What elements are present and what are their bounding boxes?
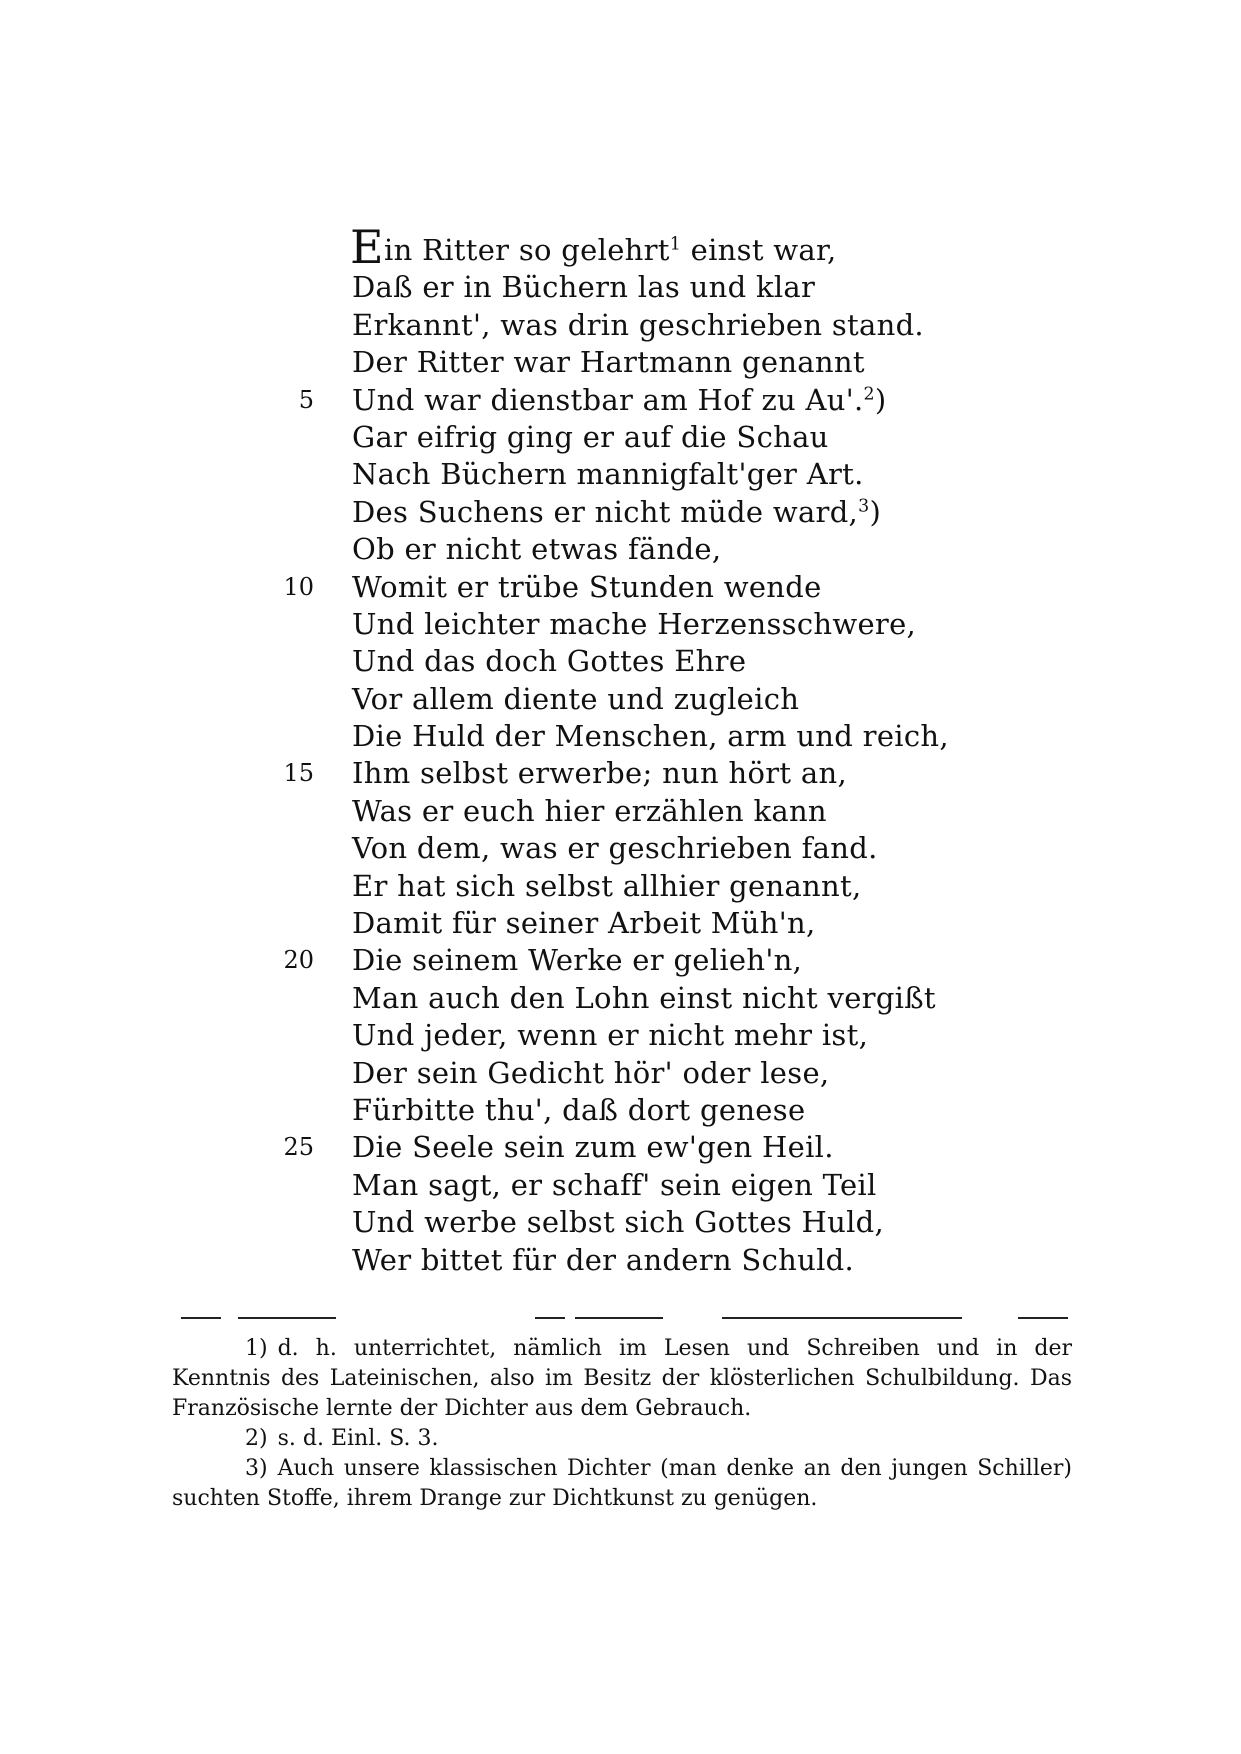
footnote — [172, 1454, 1072, 1514]
verse-words: Vor allem diente und zugleich — [352, 681, 800, 716]
footnote — [172, 1424, 1072, 1454]
verse-number: 15 — [283, 759, 314, 788]
verse-text — [352, 793, 827, 830]
verse-text — [352, 1129, 834, 1166]
footnote-text: Auch unsere klassischen Dichter (man denke an den jungen Schiller) suchten Stoffe, ihrem Drange zur Dichtkunst zu genügen. — [172, 1456, 1072, 1511]
verse-words: Von dem, was er geschrieben fand. — [352, 831, 878, 866]
verse-line — [0, 456, 1241, 493]
verse-words-tail: ) — [874, 382, 887, 417]
verse-words: Erkannt', was drin geschrieben stand. — [352, 307, 924, 342]
verse-words: Er hat sich selbst allhier genannt, — [352, 868, 862, 903]
verse-number: 5 — [298, 385, 314, 414]
verse-number: 25 — [283, 1133, 314, 1162]
verse-words: Daß er in Büchern las und klar — [352, 270, 816, 305]
verse-text — [352, 681, 799, 718]
verse-text — [384, 232, 837, 269]
footnote-marker: 1 — [669, 234, 682, 255]
verse-text — [352, 980, 936, 1017]
verse-text — [352, 1055, 829, 1092]
verse-text — [352, 868, 861, 905]
verse-line — [0, 494, 1241, 531]
verse-line — [0, 1204, 1241, 1241]
verse-line — [0, 793, 1241, 830]
separator-segment — [535, 1317, 565, 1319]
footnote — [172, 1334, 1072, 1424]
verse-line — [0, 382, 1241, 419]
verse-line — [0, 830, 1241, 867]
verse-line — [0, 868, 1241, 905]
verse-text — [352, 269, 815, 306]
verse-words: Die Seele sein zum ew'gen Heil. — [352, 1130, 834, 1165]
footnote-text: s. d. Einl. S. 3. — [277, 1426, 439, 1451]
verse-text — [352, 344, 865, 381]
footnotes — [172, 1334, 1072, 1514]
verse-line — [0, 1092, 1241, 1129]
footnote-text: d. h. unterrichtet, nämlich im Lesen und Schreiben und in der Kenntnis des Lateinischen, also im Besitz der klösterlichen Schulbildung. Das Französische lernte der Dichter aus dem Gebrauch. — [172, 1336, 1072, 1421]
verse-text — [352, 718, 949, 755]
verse-text — [352, 1092, 805, 1129]
verse-text — [352, 830, 878, 867]
verse-words: Des Suchens er nicht müde ward, — [352, 494, 859, 529]
verse-text — [352, 942, 802, 979]
verse-text — [352, 456, 864, 493]
separator-segment — [1018, 1317, 1068, 1319]
verse-line — [0, 269, 1241, 306]
verse-words: Der Ritter war Hartmann genannt — [352, 345, 865, 380]
verse-line — [0, 755, 1241, 792]
separator-segment — [722, 1317, 962, 1319]
verse-words: Gar eifrig ging er auf die Schau — [352, 419, 829, 454]
verse-text — [352, 569, 822, 606]
footnote-number: 2) — [245, 1426, 268, 1451]
verse-words: Damit für seiner Arbeit Müh'n, — [352, 906, 816, 941]
verse-words: Nach Büchern mannigfalt'ger Art. — [352, 457, 864, 492]
verse-line — [0, 531, 1241, 568]
drop-cap: E — [350, 220, 384, 274]
separator-segment — [238, 1317, 336, 1319]
verse-text — [352, 382, 887, 419]
verse-text — [352, 643, 746, 680]
verse-line — [0, 1242, 1241, 1279]
verse-line — [0, 606, 1241, 643]
verse-line — [0, 1055, 1241, 1092]
verse-words: Fürbitte thu', daß dort genese — [352, 1092, 806, 1127]
footnote-marker: 2 — [863, 383, 875, 404]
verse-line — [0, 942, 1241, 979]
poem — [0, 220, 1241, 1279]
verse-text — [352, 755, 847, 792]
verse-words: Und das doch Gottes Ehre — [352, 644, 747, 679]
verse-words: Die Huld der Menschen, arm und reich, — [352, 719, 949, 754]
verse-text — [352, 494, 881, 531]
verse-text — [352, 606, 916, 643]
verse-text — [352, 1242, 854, 1279]
verse-line — [0, 1129, 1241, 1166]
verse-number: 10 — [283, 572, 314, 601]
verse-words: Ihm selbst erwerbe; nun hört an, — [352, 756, 847, 791]
verse-words: Und leichter mache Herzensschwere, — [352, 606, 917, 641]
verse-words-tail: einst war, — [681, 233, 837, 267]
verse-line — [0, 980, 1241, 1017]
footnote-number: 3) — [245, 1456, 268, 1481]
footnote-marker: 3 — [858, 496, 870, 517]
verse-words: in Ritter so gelehrt — [384, 233, 670, 267]
verse-words: Ob er nicht etwas fände, — [352, 532, 722, 567]
verse-words: Man auch den Lohn einst nicht vergißt — [352, 980, 936, 1015]
verse-text — [352, 1167, 877, 1204]
verse-line — [0, 718, 1241, 755]
footnote-separator — [0, 1317, 1241, 1321]
verse-line — [0, 643, 1241, 680]
verse-words: Der sein Gedicht hör' oder lese, — [352, 1055, 830, 1090]
verse-words-tail: ) — [869, 494, 882, 529]
verse-number: 20 — [283, 946, 314, 975]
verse-line — [0, 419, 1241, 456]
verse-line — [0, 1017, 1241, 1054]
verse-line — [0, 307, 1241, 344]
verse-words: Und werbe selbst sich Gottes Huld, — [352, 1205, 885, 1240]
verse-text — [352, 1017, 868, 1054]
verse-words: Und jeder, wenn er nicht mehr ist, — [352, 1018, 869, 1053]
verse-line — [0, 220, 1241, 274]
separator-segment — [181, 1317, 221, 1319]
verse-text — [352, 307, 924, 344]
verse-words: Und war dienstbar am Hof zu Au'. — [352, 382, 864, 417]
verse-line — [0, 905, 1241, 942]
verse-words: Wer bittet für der andern Schuld. — [352, 1242, 855, 1277]
verse-text — [352, 905, 816, 942]
verse-words: Womit er trübe Stunden wende — [352, 569, 822, 604]
verse-text — [352, 531, 721, 568]
verse-words: Die seinem Werke er gelieh'n, — [352, 943, 803, 978]
verse-line — [0, 681, 1241, 718]
verse-text — [352, 1204, 884, 1241]
verse-words: Was er euch hier erzählen kann — [352, 793, 827, 828]
verse-words: Man sagt, er schaff' sein eigen Teil — [352, 1167, 877, 1202]
separator-segment — [575, 1317, 663, 1319]
footnote-number: 1) — [245, 1336, 268, 1361]
verse-line — [0, 1167, 1241, 1204]
verse-line — [0, 569, 1241, 606]
verse-line — [0, 344, 1241, 381]
verse-text — [352, 419, 829, 456]
